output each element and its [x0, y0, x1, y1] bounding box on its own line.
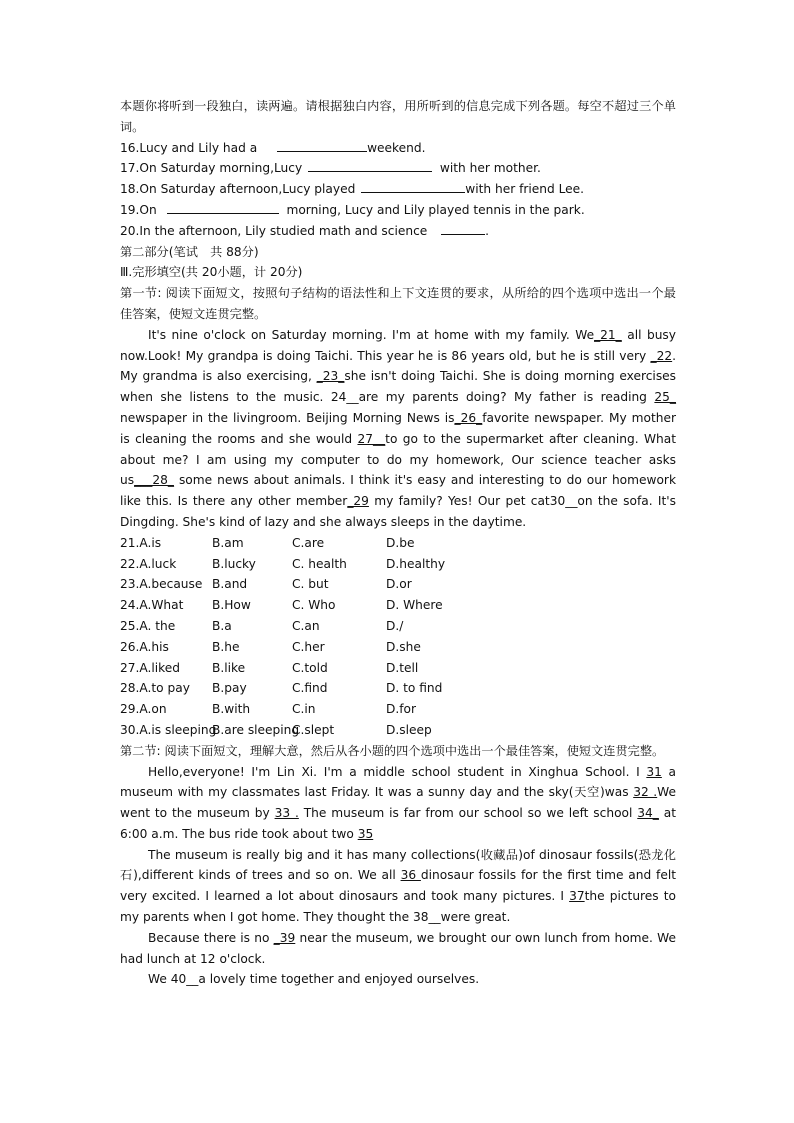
blank-26: _26_ [454, 410, 483, 425]
options-27: 27.A.liked B.like C.told D.tell [120, 660, 419, 675]
blank-23: _23_ [316, 369, 345, 384]
question-16: 16.Lucy and Lily had a weekend. [120, 140, 426, 155]
blank-31: 31 [646, 764, 662, 779]
blank-21: _21_ [594, 327, 622, 342]
blank-34: 34_ [637, 806, 659, 821]
options-22: 22.A.luck B.lucky C. health D.healthy [120, 556, 446, 571]
passage-2-paragraph-2: The museum is really big and it has many collections(收藏品)of dinosaur fossils(恐龙化石),different kinds of trees and so on. We all 36 dinosaur fossils for the first time and felt very excited. I learned a lot about dinosaurs and took many pictures. I 37the pictures to my parents when I got home. They thought the 38__were great. [120, 847, 676, 925]
listening-instruction: 本题你将听到一段独白，读两遍。请根据独白内容，用所听到的信息完成下列各题。每空不超过三个单词。 [120, 99, 676, 134]
document-page [120, 96, 676, 990]
answer-blank-19[interactable] [167, 201, 279, 214]
section1-instruction: 第一节: 阅读下面短文，按照句子结构的语法性和上下文连贯的要求，从所给的四个选项中选出一个最佳答案，使短文连贯完整。 [120, 286, 676, 321]
cloze-section-heading: Ⅲ.完形填空(共 20小题，计 20分) [120, 265, 303, 280]
passage-2-paragraph-3: Because there is no _39 near the museum, we brought our own lunch from home. We had lunch at 12 o'clock. [120, 930, 676, 966]
section2-instruction: 第二节: 阅读下面短文，理解大意，然后从各小题的四个选项中选出一个最佳答案，使短文连贯完整。 [120, 743, 665, 758]
blank-35: 35 [357, 826, 374, 841]
blank-28: ___28_ [134, 473, 174, 488]
question-20: 20.In the afternoon, Lily studied math and science . [120, 223, 490, 238]
answer-blank-17[interactable] [308, 159, 432, 172]
question-19: 19.On morning, Lucy and Lily played tennis in the park. [120, 202, 585, 217]
blank-33: 33 . [274, 806, 299, 821]
options-29: 29.A.on B.with C.in D.for [120, 702, 417, 717]
question-18: 18.On Saturday afternoon,Lucy played with her friend Lee. [120, 182, 585, 197]
options-30: 30.A.is sleeping B.are sleeping C.slept D.sleep [120, 722, 432, 737]
blank-25: 25_ [654, 390, 676, 405]
answer-blank-18[interactable] [361, 180, 465, 193]
question-17: 17.On Saturday morning,Lucy with her mother. [120, 161, 541, 176]
options-26: 26.A.his B.he C.her D.she [120, 639, 421, 654]
blank-29: _29 [347, 494, 369, 509]
options-28: 28.A.to pay B.pay C.find D. to find [120, 681, 443, 696]
passage-1: It's nine o'clock on Saturday morning. I'm at home with my family. We_21_ all busy now.Look! My grandpa is doing Taichi. This year he is 86 years old, but he is still very _22. My grandma is also exercising, _23_she isn't doing Taichi. She is doing morning exercises when she listens to the music. 24__are my parents doing? My father is reading 25_ newspaper in the livingroom. Beijing Morning News is_26_favorite newspaper. My mother is cleaning the rooms and she would 27__to go to the supermarket after cleaning. What about me? I am using my computer to do my homework, Our science teacher asks us___28_ some news about animals. I think it's easy and interesting to do our homework like this. Is there any other member_29 my family? Yes! Our pet cat30__on the sofa. It's Dingding. She's kind of lazy and she always sleeps in the daytime. [120, 327, 677, 529]
options-25: 25.A. the B.a C.an D./ [120, 618, 404, 633]
blank-27: 27__ [357, 431, 386, 446]
blank-32: 32 . [633, 785, 658, 800]
answer-blank-16[interactable] [277, 139, 367, 152]
blank-39: _39 [273, 930, 296, 945]
passage-2-paragraph-1: Hello,everyone! I'm Lin Xi. I'm a middle school student in Xinghua School. I 31 a museum with my classmates last Friday. It was a sunny day and the sky(天空)was 32 .We went to the museum by 33 . The museum is far from our school so we left school 34_ at 6:00 a.m. The bus ride took about two 35 [120, 764, 677, 841]
passage-2-paragraph-4: We 40__a lovely time together and enjoyed ourselves. [148, 972, 480, 987]
blank-37: 37 [569, 889, 585, 904]
options-23: 23.A.because B.and C. but D.or [120, 577, 412, 592]
part2-title: 第二部分(笔试 共 88分) [120, 244, 259, 259]
answer-blank-20[interactable] [441, 222, 485, 235]
options-21: 21.A.is B.am C.are D.be [120, 535, 415, 550]
blank-22: _22 [650, 348, 673, 363]
blank-36: 36 [400, 868, 421, 883]
options-24: 24.A.What B.How C. Who D. Where [120, 598, 443, 613]
